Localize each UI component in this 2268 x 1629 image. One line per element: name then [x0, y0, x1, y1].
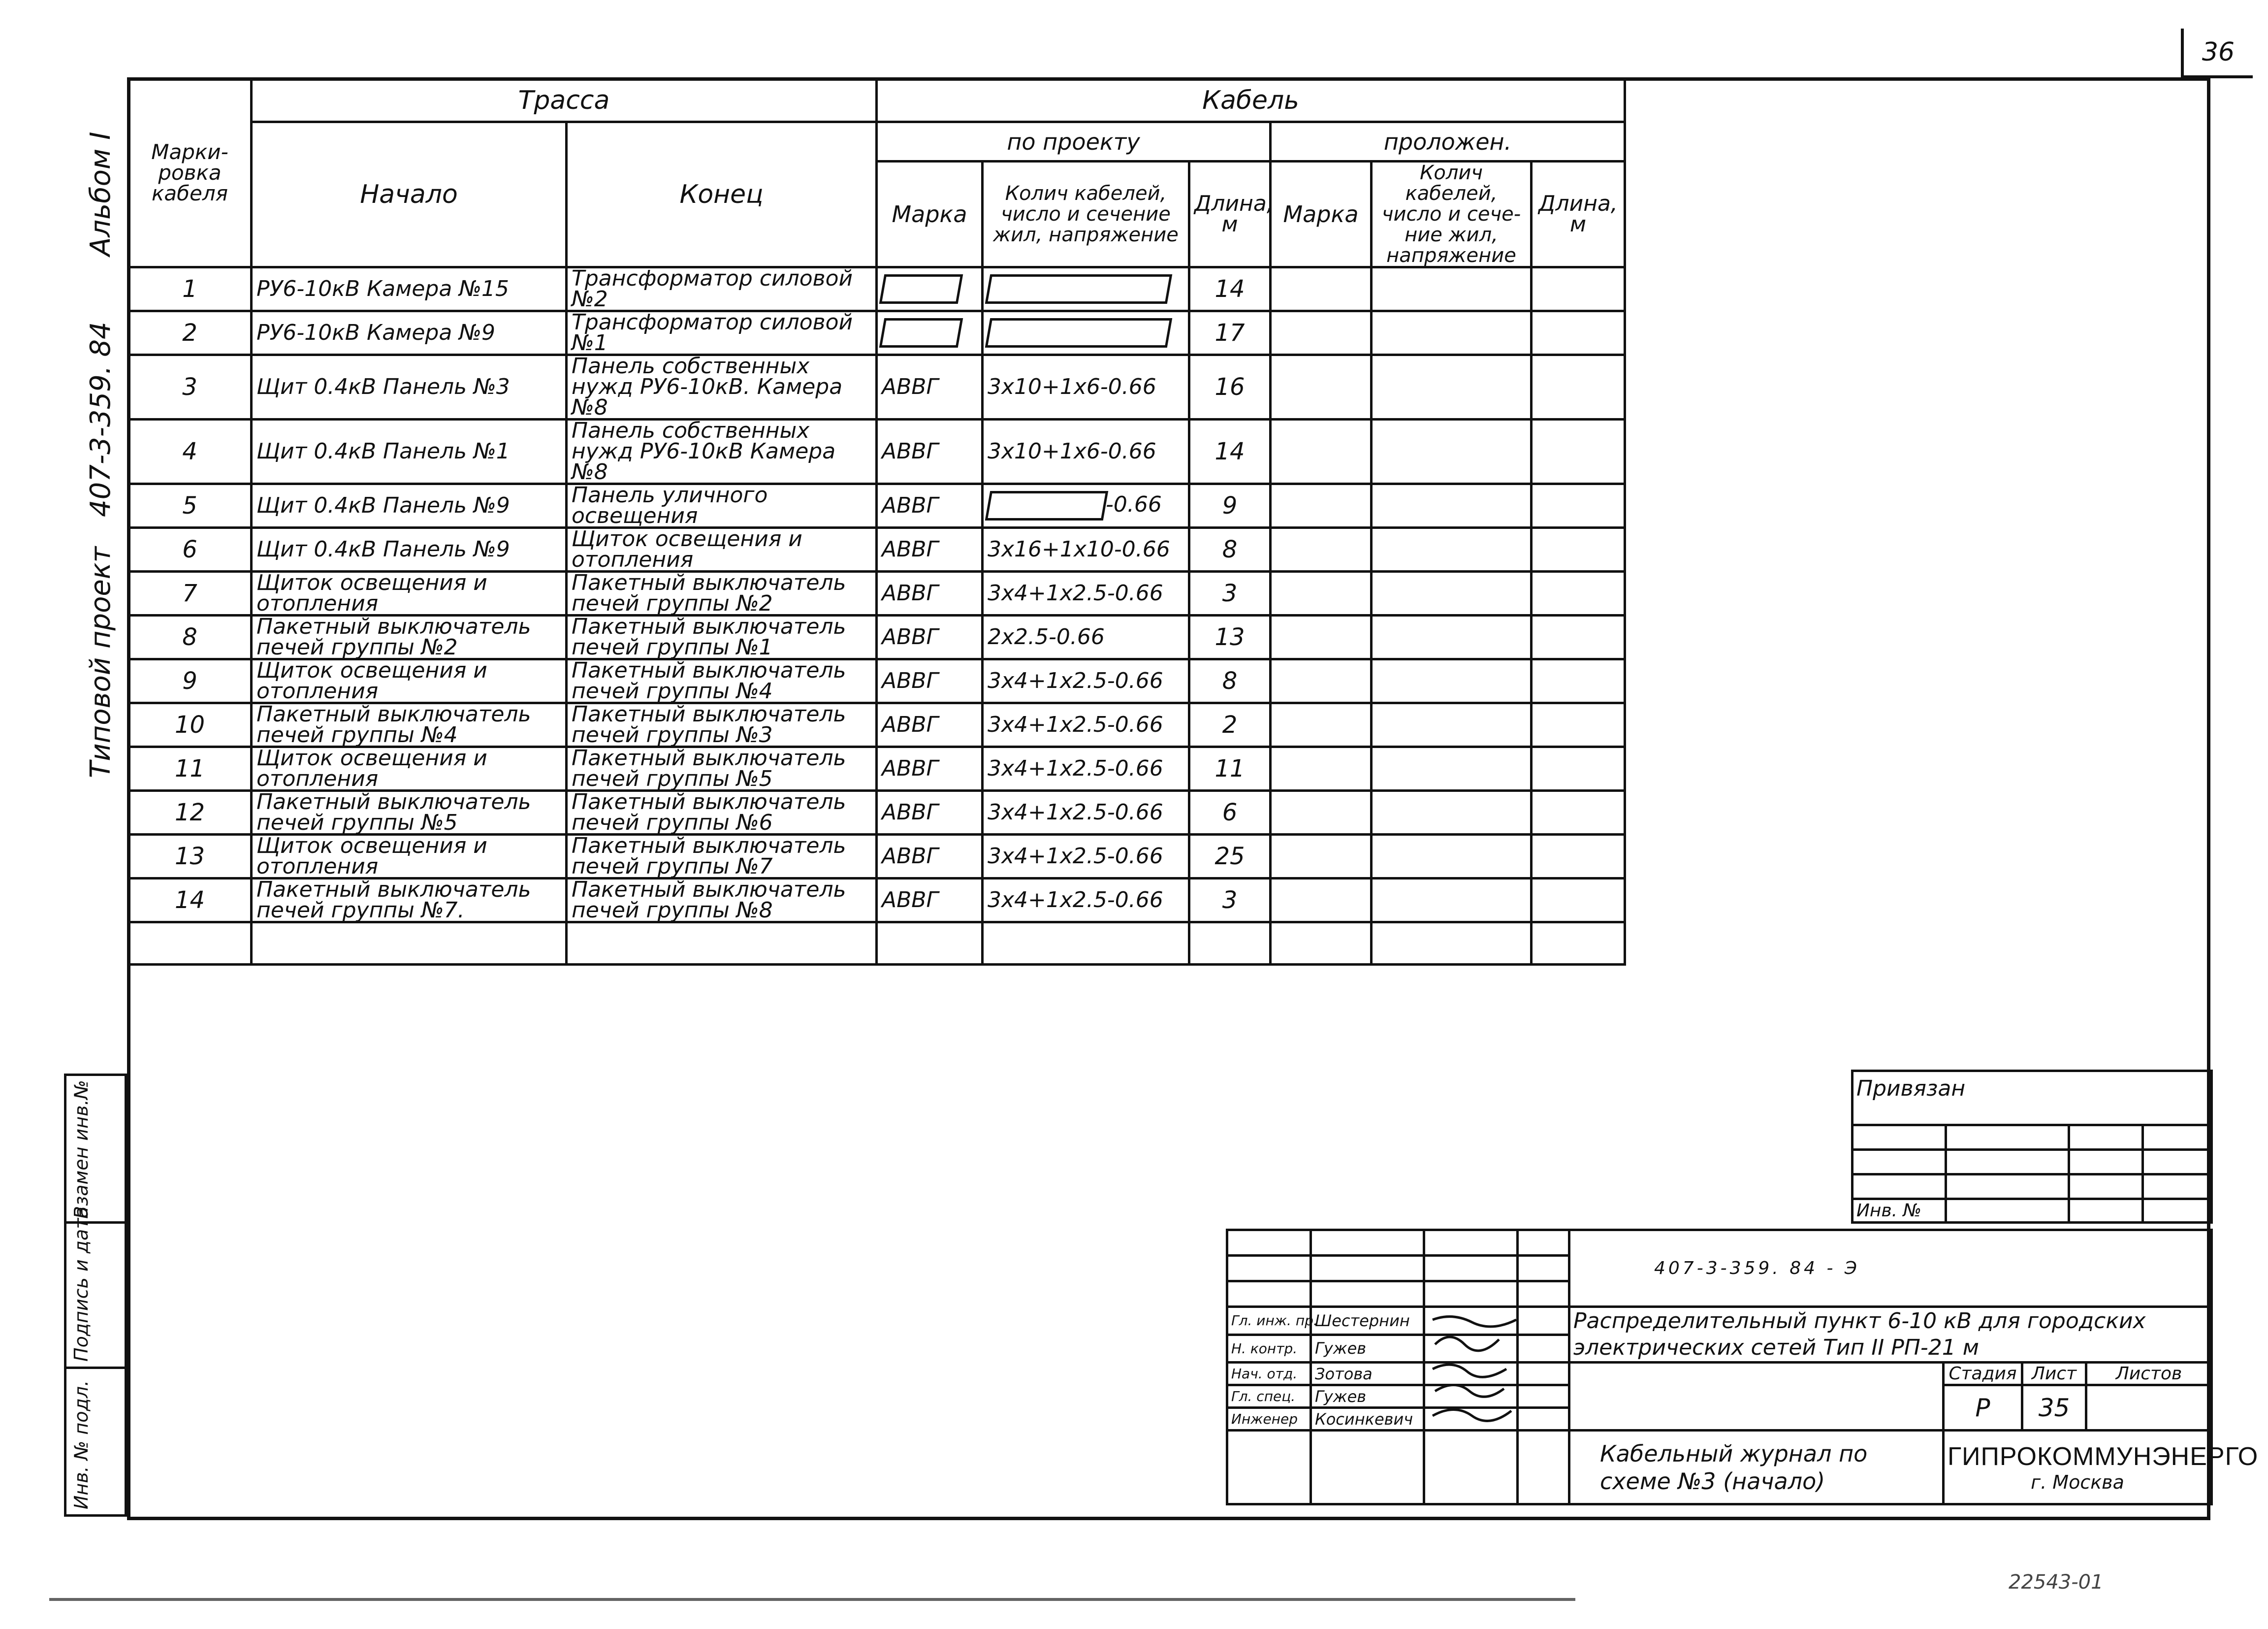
row-end: Панель уличного освещения	[567, 484, 877, 528]
row-number: 6	[128, 528, 252, 572]
row-laid-empty	[1372, 528, 1532, 572]
row-laid-empty	[1532, 791, 1625, 835]
row-spec: 3х4+1х2.5-0.66	[983, 703, 1189, 747]
row-end: Пакетный выключатель печей группы №4	[567, 659, 877, 703]
row-start: Пакетный выключатель печей группы №4	[252, 703, 567, 747]
organization-name: ГИПРОКОММУНЭНЕРГО	[1948, 1442, 2259, 1471]
row-laid-empty	[1532, 572, 1625, 616]
header-end: Конец	[567, 122, 877, 267]
name-norm-control: Гужев	[1311, 1335, 1424, 1363]
row-laid-empty	[1532, 659, 1625, 703]
organization-city: г. Москва	[2031, 1471, 2124, 1493]
row-length: 9	[1189, 484, 1271, 528]
row-end: Пакетный выключатель печей группы №6	[567, 791, 877, 835]
row-laid-empty	[1271, 572, 1372, 616]
role-chief-spec: Гл. спец.	[1227, 1385, 1311, 1408]
blank-box	[985, 318, 1173, 348]
table-row	[128, 267, 1625, 311]
table-row	[128, 703, 1625, 747]
role-dept-head: Нач. отд.	[1227, 1363, 1311, 1385]
row-length: 3	[1189, 879, 1271, 922]
album-label: Альбом I	[85, 131, 117, 256]
row-start: РУ6-10кВ Камера №9	[252, 311, 567, 355]
project-title: Распределительный пункт 6-10 кВ для городских электрических сетей Тип II РП-21 м	[1569, 1307, 2212, 1363]
blank-box	[879, 274, 963, 304]
row-laid-empty	[1271, 659, 1372, 703]
row-spec: 3х4+1х2.5-0.66	[983, 879, 1189, 922]
table-row	[128, 311, 1625, 355]
row-laid-empty	[1372, 835, 1532, 879]
row-length: 17	[1189, 311, 1271, 355]
stage-value: Р	[1944, 1385, 2022, 1431]
row-length: 3	[1189, 572, 1271, 616]
row-start: Пакетный выключатель печей группы №7.	[252, 879, 567, 922]
table-row	[128, 616, 1625, 659]
doc-code: 407-3-359. 84 - Э	[1569, 1230, 2212, 1307]
row-start: Щиток освещения и отопления	[252, 835, 567, 879]
table-row	[128, 747, 1625, 791]
row-spec	[983, 311, 1189, 355]
row-start: Щиток освещения и отопления	[252, 572, 567, 616]
row-start: Щиток освещения и отопления	[252, 659, 567, 703]
row-end: Пакетный выключатель печей группы №2	[567, 572, 877, 616]
row-mark: АВВГ	[877, 879, 983, 922]
row-start: РУ6-10кВ Камера №15	[252, 267, 567, 311]
row-laid-empty	[1532, 484, 1625, 528]
role-engineer: Инженер	[1227, 1408, 1311, 1431]
row-laid-empty	[1271, 484, 1372, 528]
name-dept-head: Зотова	[1311, 1363, 1424, 1385]
header-length-laid: Длина, м	[1532, 162, 1625, 267]
row-spec: 3х4+1х2.5-0.66	[983, 747, 1189, 791]
role-norm-control: Н. контр.	[1227, 1335, 1311, 1363]
row-laid-empty	[1532, 267, 1625, 311]
row-laid-empty	[1532, 747, 1625, 791]
row-end: Панель собственных нужд РУ6-10кВ Камера №8	[567, 420, 877, 484]
row-number: 9	[128, 659, 252, 703]
row-end: Пакетный выключатель печей группы №1	[567, 616, 877, 659]
sheets-value	[2086, 1385, 2212, 1431]
row-laid-empty	[1271, 420, 1372, 484]
header-start: Начало	[252, 122, 567, 267]
header-mark-laid: Марка	[1271, 162, 1372, 267]
name-chief-spec: Гужев	[1311, 1385, 1424, 1408]
header-length: Длина, м	[1189, 162, 1271, 267]
row-start: Пакетный выключатель печей группы №5	[252, 791, 567, 835]
header-count-project: Колич кабелей, число и сечение жил, напряжение	[983, 162, 1189, 267]
row-mark: АВВГ	[877, 616, 983, 659]
row-laid-empty	[1372, 791, 1532, 835]
row-end: Щиток освещения и отопления	[567, 528, 877, 572]
row-laid-empty	[1372, 616, 1532, 659]
row-laid-empty	[1532, 616, 1625, 659]
row-laid-empty	[1372, 703, 1532, 747]
header-mark: Марка	[877, 162, 983, 267]
row-number: 1	[128, 267, 252, 311]
row-mark: АВВГ	[877, 484, 983, 528]
row-length: 16	[1189, 355, 1271, 420]
row-start: Пакетный выключатель печей группы №2	[252, 616, 567, 659]
row-end: Трансформатор силовой №2	[567, 267, 877, 311]
header-by-project: по проекту	[877, 122, 1271, 162]
row-laid-empty	[1372, 659, 1532, 703]
row-spec: 3х10+1х6-0.66	[983, 420, 1189, 484]
row-laid-empty	[1532, 355, 1625, 420]
row-laid-empty	[1271, 703, 1372, 747]
row-laid-empty	[1271, 835, 1372, 879]
row-end: Пакетный выключатель печей группы №8	[567, 879, 877, 922]
blank-box	[985, 274, 1173, 304]
blank-box	[985, 491, 1109, 521]
row-laid-empty	[1372, 420, 1532, 484]
left-stamp-signature: Подпись и дата	[70, 1206, 92, 1362]
signature-scribbles	[1428, 1310, 1526, 1448]
project-code-side: 407-3-359. 84	[85, 322, 117, 517]
row-laid-empty	[1532, 528, 1625, 572]
row-laid-empty	[1532, 311, 1625, 355]
row-number: 5	[128, 484, 252, 528]
row-number: 11	[128, 747, 252, 791]
row-length: 25	[1189, 835, 1271, 879]
row-mark: АВВГ	[877, 528, 983, 572]
row-laid-empty	[1271, 528, 1372, 572]
left-stamp-inv: Инв. № подл.	[70, 1380, 92, 1509]
table-row	[128, 572, 1625, 616]
row-spec-suffix: -0.66	[1106, 492, 1162, 517]
row-end: Панель собственных нужд РУ6-10кВ. Камера №8	[567, 355, 877, 420]
row-laid-empty	[1532, 835, 1625, 879]
row-start: Щит 0.4кВ Панель №3	[252, 355, 567, 420]
table-row	[128, 420, 1625, 484]
row-laid-empty	[1271, 267, 1372, 311]
sheet-label: Лист	[2022, 1363, 2086, 1385]
row-length: 2	[1189, 703, 1271, 747]
table-row	[128, 484, 1625, 528]
project-type-label: Типовой проект	[85, 546, 117, 778]
row-spec	[983, 484, 1189, 528]
privyazan-label: Привязан	[1853, 1071, 2212, 1125]
stage-label: Стадия	[1944, 1363, 2022, 1385]
drawing-name: Кабельный журнал по схеме №3 (начало)	[1569, 1431, 1944, 1504]
row-laid-empty	[1271, 791, 1372, 835]
title-block	[1226, 1229, 2259, 1505]
row-spec: 2х2.5-0.66	[983, 616, 1189, 659]
name-chief-engineer: Шестернин	[1311, 1307, 1424, 1335]
row-length: 11	[1189, 747, 1271, 791]
role-chief-engineer: Гл. инж. пр.	[1227, 1307, 1311, 1335]
row-laid-empty	[1271, 879, 1372, 922]
row-length: 8	[1189, 659, 1271, 703]
sheet-number: 36	[2181, 29, 2253, 78]
row-spec: 3х10+1х6-0.66	[983, 355, 1189, 420]
table-row	[128, 879, 1625, 922]
row-start: Щит 0.4кВ Панель №1	[252, 420, 567, 484]
row-mark: АВВГ	[877, 659, 983, 703]
row-start: Щит 0.4кВ Панель №9	[252, 528, 567, 572]
row-end: Пакетный выключатель печей группы №7	[567, 835, 877, 879]
row-laid-empty	[1532, 420, 1625, 484]
row-laid-empty	[1532, 703, 1625, 747]
row-spec: 3х4+1х2.5-0.66	[983, 659, 1189, 703]
row-laid-empty	[1372, 484, 1532, 528]
row-mark	[877, 267, 983, 311]
row-spec: 3х4+1х2.5-0.66	[983, 791, 1189, 835]
row-number: 8	[128, 616, 252, 659]
header-cable: Кабель	[877, 79, 1625, 122]
row-laid-empty	[1372, 355, 1532, 420]
table-row	[128, 835, 1625, 879]
header-laid: проложен.	[1271, 122, 1625, 162]
row-end: Пакетный выключатель печей группы №5	[567, 747, 877, 791]
row-number: 10	[128, 703, 252, 747]
cable-journal-table	[127, 77, 1626, 966]
name-engineer: Косинкевич	[1311, 1408, 1424, 1431]
row-number: 4	[128, 420, 252, 484]
row-number: 2	[128, 311, 252, 355]
sheet-value: 35	[2022, 1385, 2086, 1431]
row-mark: АВВГ	[877, 572, 983, 616]
row-laid-empty	[1271, 355, 1372, 420]
row-mark: АВВГ	[877, 703, 983, 747]
header-marking: Марки-ровка кабеля	[128, 79, 252, 267]
row-length: 8	[1189, 528, 1271, 572]
row-length: 14	[1189, 420, 1271, 484]
row-spec: 3х4+1х2.5-0.66	[983, 835, 1189, 879]
privyazan-block	[1851, 1070, 2213, 1224]
row-number: 12	[128, 791, 252, 835]
row-mark	[877, 311, 983, 355]
table-row-empty	[128, 922, 1625, 965]
row-laid-empty	[1532, 879, 1625, 922]
row-laid-empty	[1271, 616, 1372, 659]
row-mark: АВВГ	[877, 835, 983, 879]
row-laid-empty	[1271, 747, 1372, 791]
row-spec	[983, 267, 1189, 311]
row-end: Пакетный выключатель печей группы №3	[567, 703, 877, 747]
left-stamp	[64, 1074, 127, 1517]
row-start: Щиток освещения и отопления	[252, 747, 567, 791]
table-row	[128, 659, 1625, 703]
row-laid-empty	[1372, 747, 1532, 791]
sheets-label: Листов	[2086, 1363, 2212, 1385]
blank-box	[879, 318, 963, 348]
row-length: 14	[1189, 267, 1271, 311]
privyazan-inv: Инв. №	[1853, 1199, 1946, 1223]
row-mark: АВВГ	[877, 355, 983, 420]
header-route: Трасса	[252, 79, 877, 122]
header-count-laid: Колич кабелей, число и сече-ние жил, напряжение	[1372, 162, 1532, 267]
left-stamp-replaces: Взамен инв.№	[70, 1079, 92, 1219]
row-spec: 3х4+1х2.5-0.66	[983, 572, 1189, 616]
row-length: 6	[1189, 791, 1271, 835]
row-laid-empty	[1372, 572, 1532, 616]
row-laid-empty	[1372, 311, 1532, 355]
row-mark: АВВГ	[877, 420, 983, 484]
row-number: 13	[128, 835, 252, 879]
row-laid-empty	[1271, 311, 1372, 355]
scan-line	[49, 1598, 1575, 1601]
row-start: Щит 0.4кВ Панель №9	[252, 484, 567, 528]
row-number: 14	[128, 879, 252, 922]
row-mark: АВВГ	[877, 747, 983, 791]
table-row	[128, 791, 1625, 835]
row-length: 13	[1189, 616, 1271, 659]
table-row	[128, 355, 1625, 420]
footer-code: 22543-01	[2009, 1571, 2104, 1594]
row-laid-empty	[1372, 267, 1532, 311]
row-number: 3	[128, 355, 252, 420]
row-spec: 3х16+1х10-0.66	[983, 528, 1189, 572]
table-row	[128, 528, 1625, 572]
row-number: 7	[128, 572, 252, 616]
row-end: Трансформатор силовой №1	[567, 311, 877, 355]
row-mark: АВВГ	[877, 791, 983, 835]
row-laid-empty	[1372, 879, 1532, 922]
